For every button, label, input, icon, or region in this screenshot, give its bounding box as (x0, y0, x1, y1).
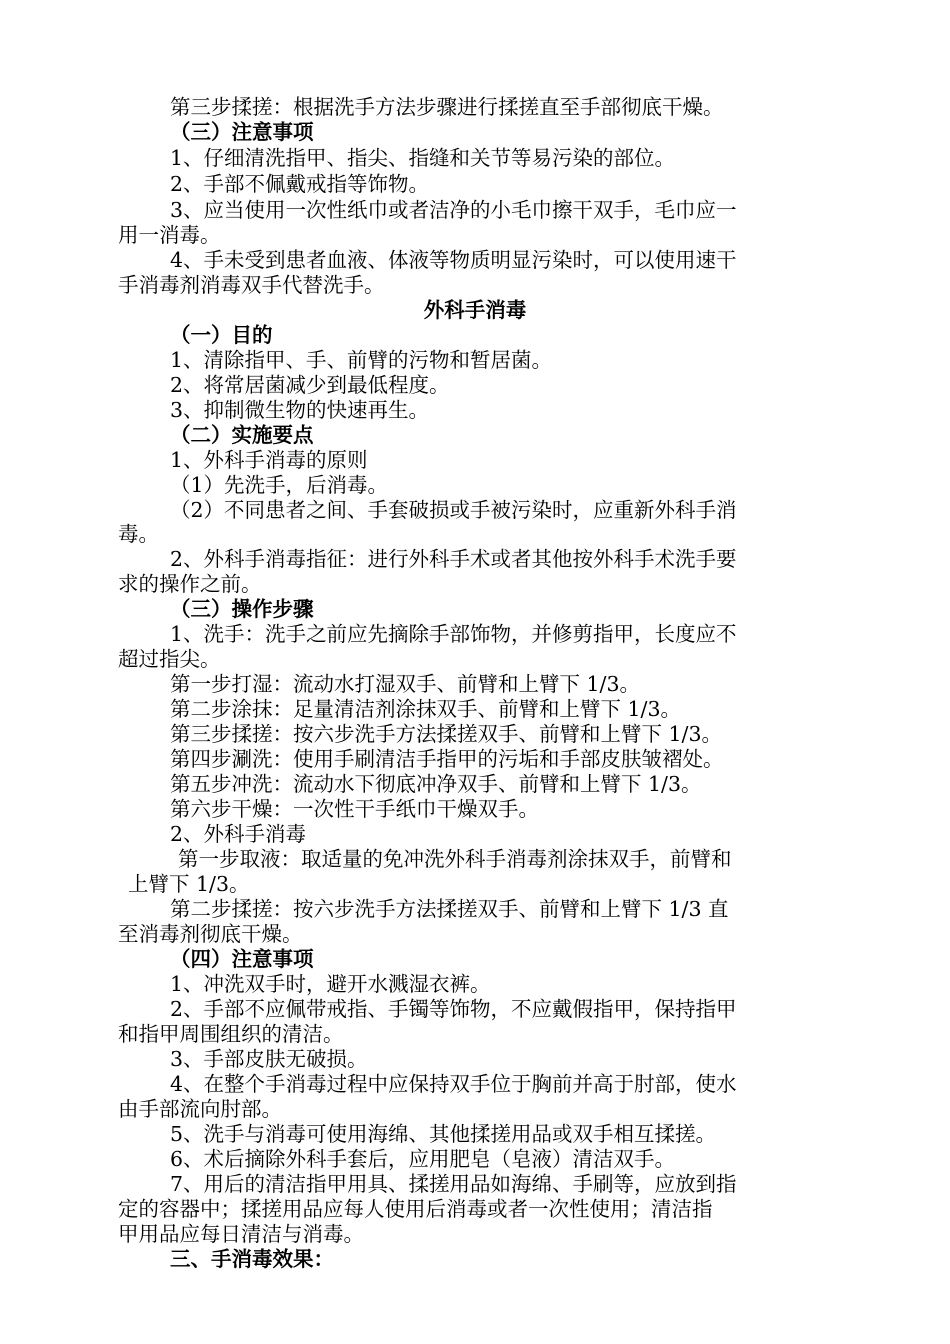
text-line: 定的容器中；揉搓用品应每人使用后消毒或者一次性使用；清洁指 (118, 1197, 713, 1221)
text-line: 至消毒剂彻底干燥。 (118, 922, 303, 946)
text-line: 甲用品应每日清洁与消毒。 (118, 1222, 364, 1246)
text-line: （1）先洗手，后消毒。 (170, 473, 389, 497)
text-line: 4、手未受到患者血液、体液等物质明显污染时，可以使用速干 (170, 248, 737, 272)
text-line: 超过指尖。 (118, 647, 221, 671)
section-heading: （一）目的 (170, 323, 273, 347)
text-line: 第六步干燥：一次性干手纸巾干燥双手。 (170, 797, 539, 821)
text-line: 5、洗手与消毒可使用海绵、其他揉搓用品或双手相互揉搓。 (170, 1122, 717, 1146)
text-line: 上臂下 1/3。 (128, 872, 250, 896)
text-line: 2、手部不佩戴戒指等饰物。 (170, 172, 430, 196)
text-line: 3、抑制微生物的快速再生。 (170, 398, 430, 422)
section-heading: 三、手消毒效果： (170, 1247, 334, 1271)
text-line: 1、外科手消毒的原则 (170, 448, 368, 472)
text-line: 第二步揉搓：按六步洗手方法揉搓双手、前臂和上臂下 1/3 直 (170, 897, 729, 921)
text-line: 2、将常居菌减少到最低程度。 (170, 373, 450, 397)
text-line: 3、应当使用一次性纸巾或者洁净的小毛巾擦干双手，毛巾应一 (170, 198, 737, 222)
text-line: 第三步揉搓：根据洗手方法步骤进行揉搓直至手部彻底干燥。 (170, 95, 724, 119)
text-line: 第一步取液：取适量的免冲洗外科手消毒剂涂抹双手，前臂和 (178, 847, 732, 871)
text-line: 手消毒剂消毒双手代替洗手。 (118, 273, 385, 297)
text-line: 用一消毒。 (118, 223, 221, 247)
text-line: 1、清除指甲、手、前臂的污物和暂居菌。 (170, 348, 553, 372)
section-heading: （三）注意事项 (170, 120, 314, 144)
text-line: （2）不同患者之间、手套破损或手被污染时，应重新外科手消 (170, 498, 737, 522)
section-heading: （二）实施要点 (170, 423, 314, 447)
section-heading: （三）操作步骤 (170, 597, 314, 621)
text-line: 第一步打湿：流动水打湿双手、前臂和上臂下 1/3。 (170, 672, 641, 696)
text-line: 6、术后摘除外科手套后，应用肥皂（皂液）清洁双手。 (170, 1147, 676, 1171)
text-line: 2、外科手消毒 (170, 822, 307, 846)
text-line: 毒。 (118, 522, 159, 546)
text-line: 第四步涮洗：使用手刷清洁手指甲的污垢和手部皮肤皱褶处。 (170, 747, 724, 771)
text-line: 由手部流向肘部。 (118, 1097, 282, 1121)
text-line: 7、用后的清洁指甲用具、揉搓用品如海绵、手刷等，应放到指 (170, 1172, 737, 1196)
text-line: 2、外科手消毒指征：进行外科手术或者其他按外科手术洗手要 (170, 547, 737, 571)
page-title: 外科手消毒 (423, 298, 527, 322)
text-line: 2、手部不应佩带戒指、手镯等饰物，不应戴假指甲，保持指甲 (170, 997, 737, 1021)
text-line: 和指甲周围组织的清洁。 (118, 1022, 344, 1046)
text-line: 1、冲洗双手时，避开水溅湿衣裤。 (170, 972, 491, 996)
section-heading: （四）注意事项 (170, 947, 314, 971)
text-line: 1、仔细清洗指甲、指尖、指缝和关节等易污染的部位。 (170, 146, 676, 170)
text-line: 3、手部皮肤无破损。 (170, 1047, 368, 1071)
text-line: 4、在整个手消毒过程中应保持双手位于胸前并高于肘部，使水 (170, 1072, 737, 1096)
text-line: 1、洗手：洗手之前应先摘除手部饰物，并修剪指甲，长度应不 (170, 622, 737, 646)
text-line: 求的操作之前。 (118, 572, 262, 596)
text-line: 第二步涂抹：足量清洁剂涂抹双手、前臂和上臂下 1/3。 (170, 697, 682, 721)
text-line: 第三步揉搓：按六步洗手方法揉搓双手、前臂和上臂下 1/3。 (170, 722, 723, 746)
text-line: 第五步冲洗：流动水下彻底冲净双手、前臂和上臂下 1/3。 (170, 772, 702, 796)
